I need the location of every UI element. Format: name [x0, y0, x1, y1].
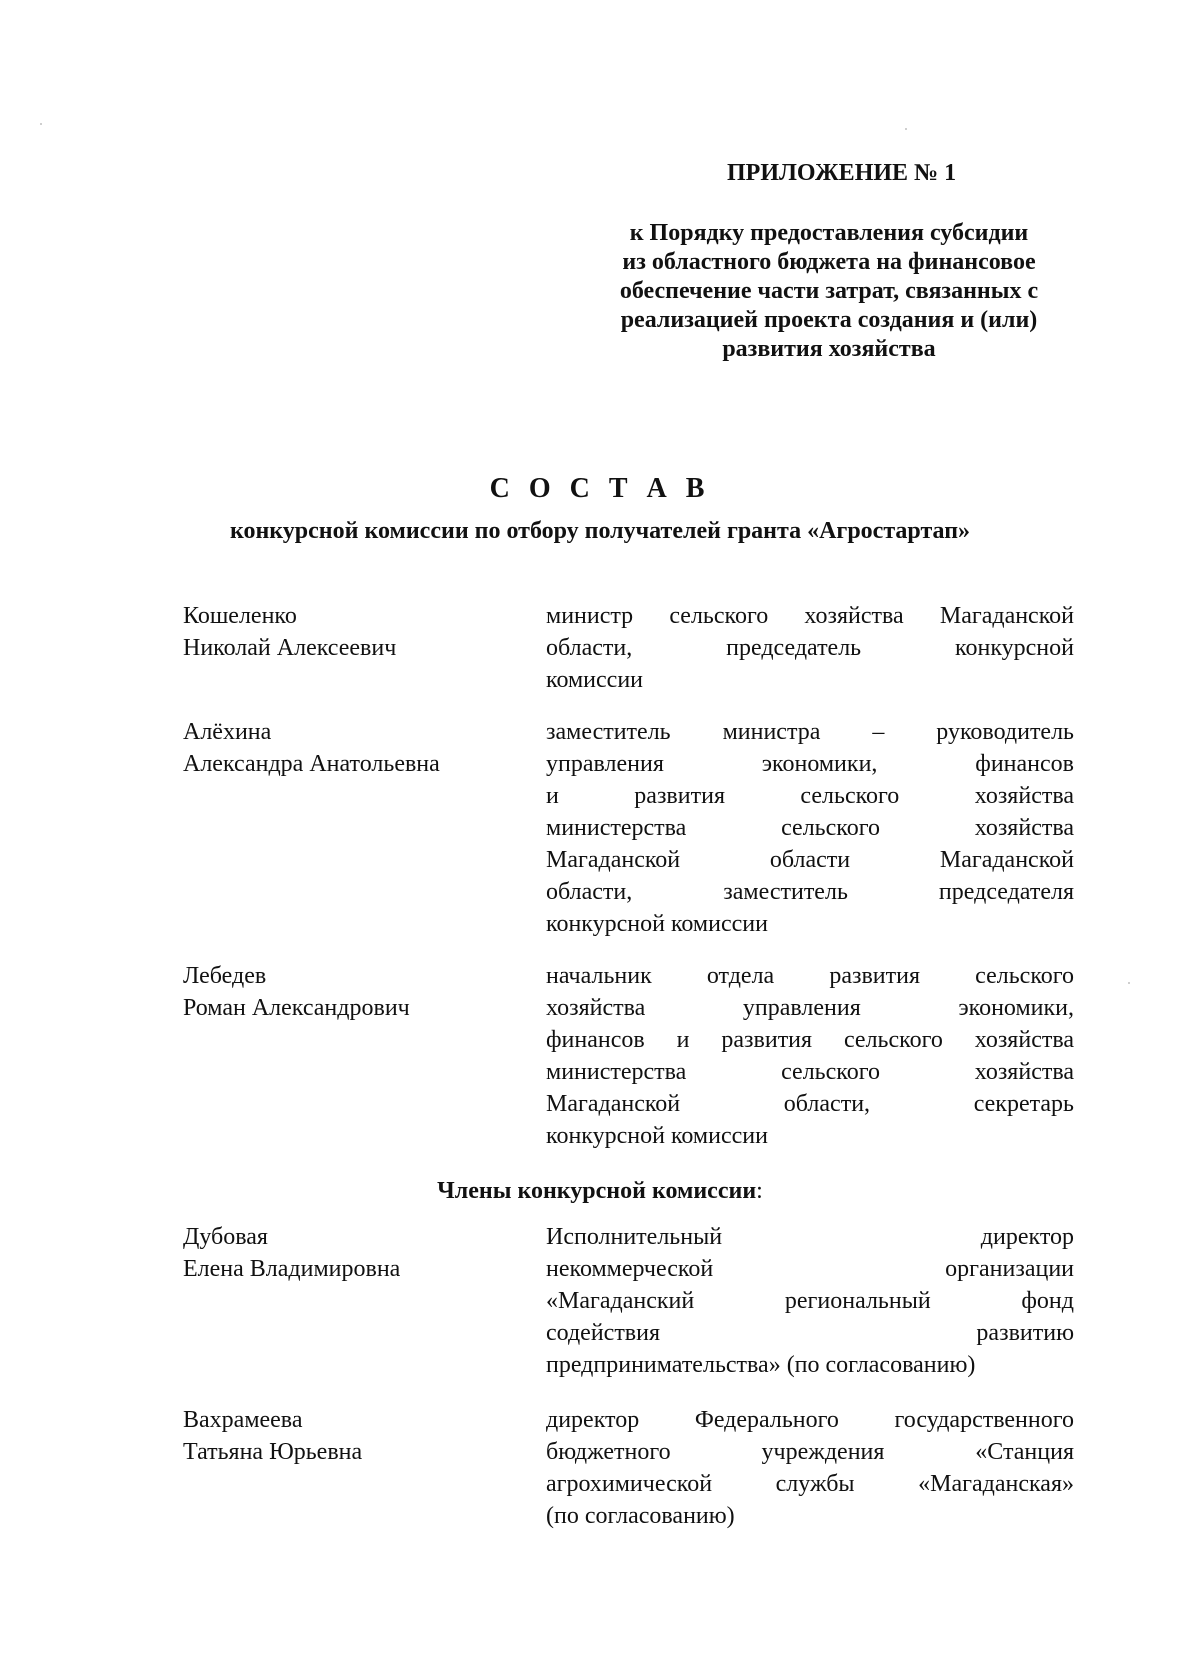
document-subtitle: конкурсной комиссии по отбору получателей гранта «Агростартап»: [229, 518, 971, 544]
role-line: министерства сельского хозяйства: [546, 815, 1074, 841]
annex-reference-line: к Порядку предоставления субсидии: [629, 220, 1029, 246]
role-line: Исполнительный директор: [546, 1224, 1074, 1250]
scan-speck: [1128, 982, 1130, 984]
annex-title: ПРИЛОЖЕНИЕ № 1: [727, 160, 957, 186]
role-line: (по согласованию): [546, 1503, 735, 1529]
role-line: начальник отдела развития сельского: [546, 963, 1074, 989]
role-line: «Магаданский региональный фонд: [546, 1288, 1074, 1314]
role-line: агрохимической службы «Магаданская»: [546, 1471, 1074, 1497]
member-given-names: Елена Владимировна: [183, 1256, 401, 1282]
member-role: [546, 1221, 1074, 1381]
member-surname: Алёхина: [183, 719, 272, 745]
member-name: [183, 600, 396, 664]
role-line: конкурсной комиссии: [546, 911, 768, 937]
scan-speck: [40, 123, 42, 125]
member-given-names: Татьяна Юрьевна: [183, 1439, 363, 1465]
scan-speck: [905, 128, 907, 130]
role-line: некоммерческой организации: [546, 1256, 1074, 1282]
member-name: [183, 1221, 400, 1285]
role-line: и развития сельского хозяйства: [546, 783, 1074, 809]
role-line: Магаданской области Магаданской: [546, 847, 1074, 873]
role-line: министр сельского хозяйства Магаданской: [546, 603, 1074, 629]
role-line: министерства сельского хозяйства: [546, 1059, 1074, 1085]
member-surname: Кошеленко: [183, 603, 297, 629]
member-surname: Вахрамеева: [183, 1407, 303, 1433]
annex-reference-line: развития хозяйства: [722, 336, 936, 362]
role-line: области, заместитель председателя: [546, 879, 1074, 905]
role-line: комиссии: [546, 667, 644, 693]
members-heading-text: Члены конкурсной комиссии: [437, 1178, 757, 1204]
member-role: [546, 960, 1074, 1152]
member-role: [546, 600, 1074, 696]
role-line: финансов и развития сельского хозяйства: [546, 1027, 1074, 1053]
role-line: области, председатель конкурсной: [546, 635, 1074, 661]
role-line: бюджетного учреждения «Станция: [546, 1439, 1074, 1465]
role-line: хозяйства управления экономики,: [546, 995, 1074, 1021]
member-role: [546, 1404, 1074, 1532]
member-given-names: Роман Александрович: [183, 995, 410, 1021]
document-title: С О С Т А В: [489, 473, 711, 504]
role-line: заместитель министра – руководитель: [546, 719, 1074, 745]
role-line: предпринимательства» (по согласованию): [546, 1352, 976, 1378]
annex-reference-line: обеспечение части затрат, связанных с: [619, 278, 1039, 304]
member-name: [183, 716, 440, 780]
member-given-names: Николай Алексеевич: [183, 635, 397, 661]
role-line: управления экономики, финансов: [546, 751, 1074, 777]
member-surname: Лебедев: [183, 963, 267, 989]
members-section-heading: [0, 1178, 1200, 1205]
member-given-names: Александра Анатольевна: [183, 751, 440, 777]
member-role: [546, 716, 1074, 940]
role-line: директор Федерального государственного: [546, 1407, 1074, 1433]
annex-reference: [580, 219, 1078, 364]
role-line: Магаданской области, секретарь: [546, 1091, 1074, 1117]
member-surname: Дубовая: [183, 1224, 268, 1250]
role-line: конкурсной комиссии: [546, 1123, 768, 1149]
member-name: [183, 960, 410, 1024]
annex-reference-line: реализацией проекта создания и (или): [620, 307, 1038, 333]
annex-reference-line: из областного бюджета на финансовое: [622, 249, 1036, 275]
member-name: [183, 1404, 362, 1468]
members-heading-colon: :: [756, 1178, 763, 1204]
role-line: содействия развитию: [546, 1320, 1074, 1346]
